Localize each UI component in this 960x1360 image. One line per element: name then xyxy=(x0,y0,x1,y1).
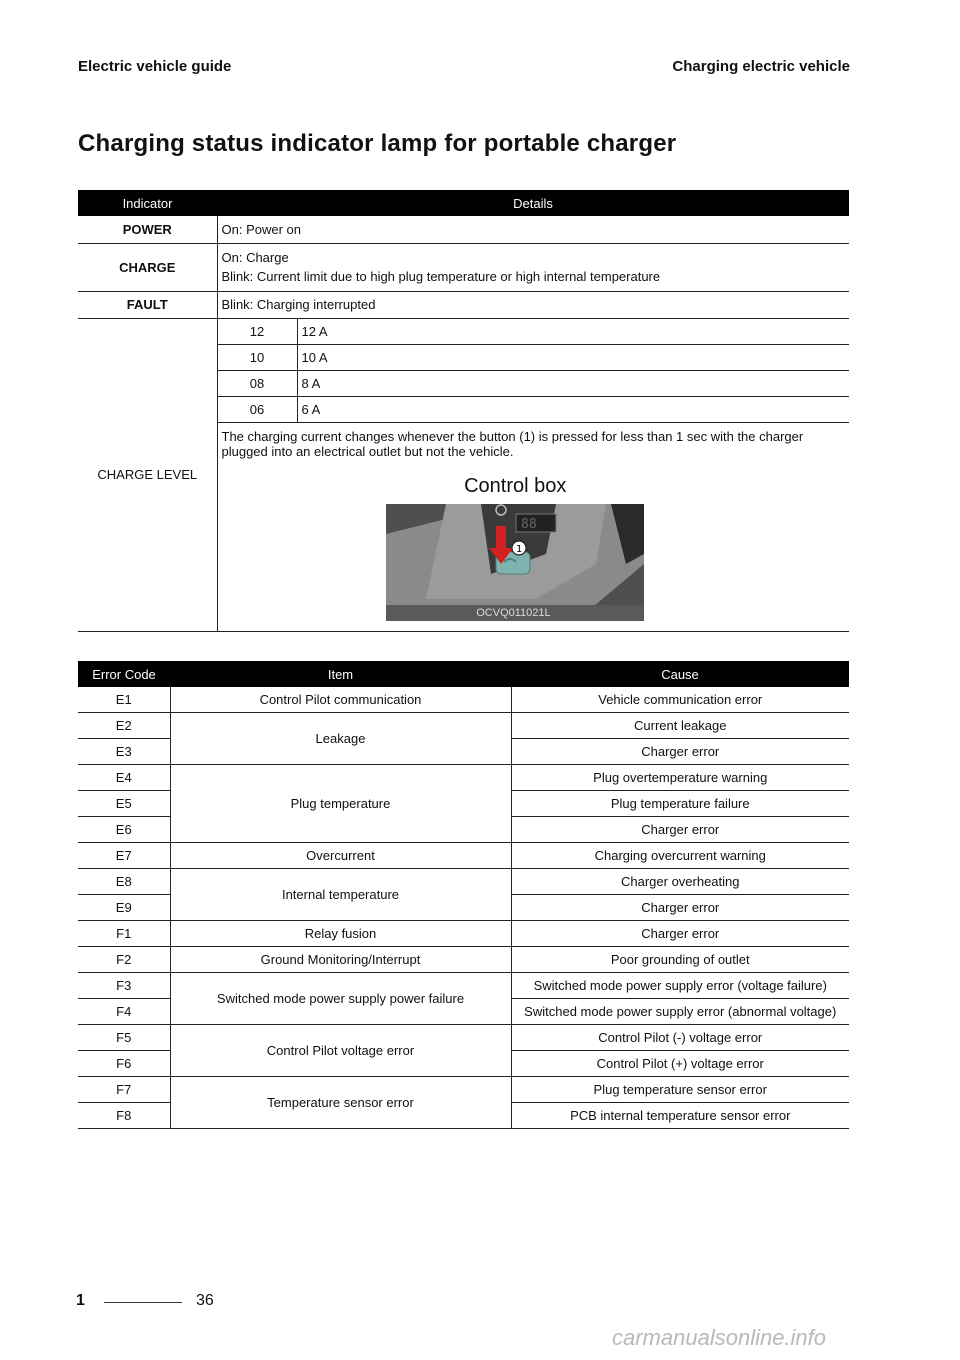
error-cause: Switched mode power supply error (abnormal voltage) xyxy=(511,999,849,1025)
error-item: Ground Monitoring/Interrupt xyxy=(170,947,511,973)
error-cause: Charger error xyxy=(511,739,849,765)
error-cause: Charger error xyxy=(511,895,849,921)
error-code: F1 xyxy=(78,921,170,947)
error-cause: Charger error xyxy=(511,817,849,843)
charge-level-note: The charging current changes whenever the button (1) is pressed for less than 1 sec with the charger plugged into an electrical outlet but not the vehicle. xyxy=(221,429,804,459)
error-item: Internal temperature xyxy=(170,869,511,921)
error-code: E9 xyxy=(78,895,170,921)
control-box-illustration xyxy=(386,504,644,621)
control-box-title: Control box xyxy=(464,475,567,497)
charge-details-blink: Blink: Current limit due to high plug temperature or high internal temperature xyxy=(221,269,661,284)
level-code: 10 xyxy=(217,345,297,371)
footer-divider xyxy=(104,1302,182,1303)
table-row xyxy=(78,973,849,999)
error-code: E5 xyxy=(78,791,170,817)
section-number: 1 xyxy=(76,1292,85,1309)
control-box-photo xyxy=(386,504,644,621)
error-code: F7 xyxy=(78,1077,170,1103)
error-item: Overcurrent xyxy=(170,843,511,869)
indicator-table xyxy=(78,190,849,632)
table-row xyxy=(78,765,849,791)
error-code: F8 xyxy=(78,1103,170,1129)
page-title: Charging status indicator lamp for portable charger xyxy=(78,130,677,157)
power-details: On: Power on xyxy=(217,216,849,243)
error-code: E8 xyxy=(78,869,170,895)
error-code: F3 xyxy=(78,973,170,999)
image-code: OCVQ011021L xyxy=(386,605,644,621)
power-indicator: POWER xyxy=(78,216,217,243)
error-cause: Vehicle communication error xyxy=(511,687,849,713)
error-cause: Charging overcurrent warning xyxy=(511,843,849,869)
svg-text:88: 88 xyxy=(521,517,537,532)
callout-number: 1 xyxy=(516,544,523,555)
error-cause: Control Pilot (+) voltage error xyxy=(511,1051,849,1077)
level-code: 06 xyxy=(217,397,297,423)
level-code: 08 xyxy=(217,371,297,397)
table-row xyxy=(78,713,849,739)
page-number: 36 xyxy=(196,1292,214,1309)
indicator-header: Indicator xyxy=(78,190,217,216)
error-code: F2 xyxy=(78,947,170,973)
charge-details-on: On: Charge xyxy=(221,250,289,265)
error-code-table xyxy=(78,661,849,1129)
header-section-title: Charging electric vehicle xyxy=(672,58,850,75)
error-item: Control Pilot voltage error xyxy=(170,1025,511,1077)
table-row xyxy=(78,843,849,869)
details-header: Details xyxy=(217,190,849,216)
error-item: Relay fusion xyxy=(170,921,511,947)
item-header: Item xyxy=(170,661,511,687)
error-item: Control Pilot communication xyxy=(170,687,511,713)
error-cause: Charger error xyxy=(511,921,849,947)
table-row xyxy=(78,947,849,973)
charge-level-block xyxy=(78,318,849,632)
error-cause: Poor grounding of outlet xyxy=(511,947,849,973)
error-code: E2 xyxy=(78,713,170,739)
error-cause: Switched mode power supply error (voltage failure) xyxy=(511,973,849,999)
charge-level-indicator: CHARGE LEVEL xyxy=(78,319,217,632)
error-item: Temperature sensor error xyxy=(170,1077,511,1129)
error-cause: Plug temperature sensor error xyxy=(511,1077,849,1103)
error-item: Plug temperature xyxy=(170,765,511,843)
error-item: Switched mode power supply power failure xyxy=(170,973,511,1025)
table-row xyxy=(78,921,849,947)
level-code: 12 xyxy=(217,319,297,345)
cause-header: Cause xyxy=(511,661,849,687)
error-cause: Plug overtemperature warning xyxy=(511,765,849,791)
error-code: F6 xyxy=(78,1051,170,1077)
watermark: carmanualsonline.info xyxy=(612,1325,827,1350)
level-value: 10 A xyxy=(297,345,849,371)
header-guide-title: Electric vehicle guide xyxy=(78,58,232,75)
level-value: 8 A xyxy=(297,371,849,397)
error-item: Leakage xyxy=(170,713,511,765)
table-row xyxy=(78,1077,849,1103)
error-code-header: Error Code xyxy=(78,661,170,687)
table-row xyxy=(78,687,849,713)
fault-indicator: FAULT xyxy=(78,291,217,318)
error-cause: PCB internal temperature sensor error xyxy=(511,1103,849,1129)
error-code: E7 xyxy=(78,843,170,869)
error-code: E3 xyxy=(78,739,170,765)
table-row xyxy=(78,1025,849,1051)
error-code: E6 xyxy=(78,817,170,843)
error-cause: Control Pilot (-) voltage error xyxy=(511,1025,849,1051)
charge-level-note-cell xyxy=(217,423,849,632)
level-value: 6 A xyxy=(297,397,849,423)
error-cause: Plug temperature failure xyxy=(511,791,849,817)
error-cause: Current leakage xyxy=(511,713,849,739)
error-code: F5 xyxy=(78,1025,170,1051)
error-code: E1 xyxy=(78,687,170,713)
level-value: 12 A xyxy=(297,319,849,345)
error-cause: Charger overheating xyxy=(511,869,849,895)
charge-indicator: CHARGE xyxy=(78,243,217,291)
error-code: E4 xyxy=(78,765,170,791)
table-row xyxy=(78,869,849,895)
charge-details xyxy=(217,243,849,291)
error-code: F4 xyxy=(78,999,170,1025)
fault-details: Blink: Charging interrupted xyxy=(217,291,849,318)
